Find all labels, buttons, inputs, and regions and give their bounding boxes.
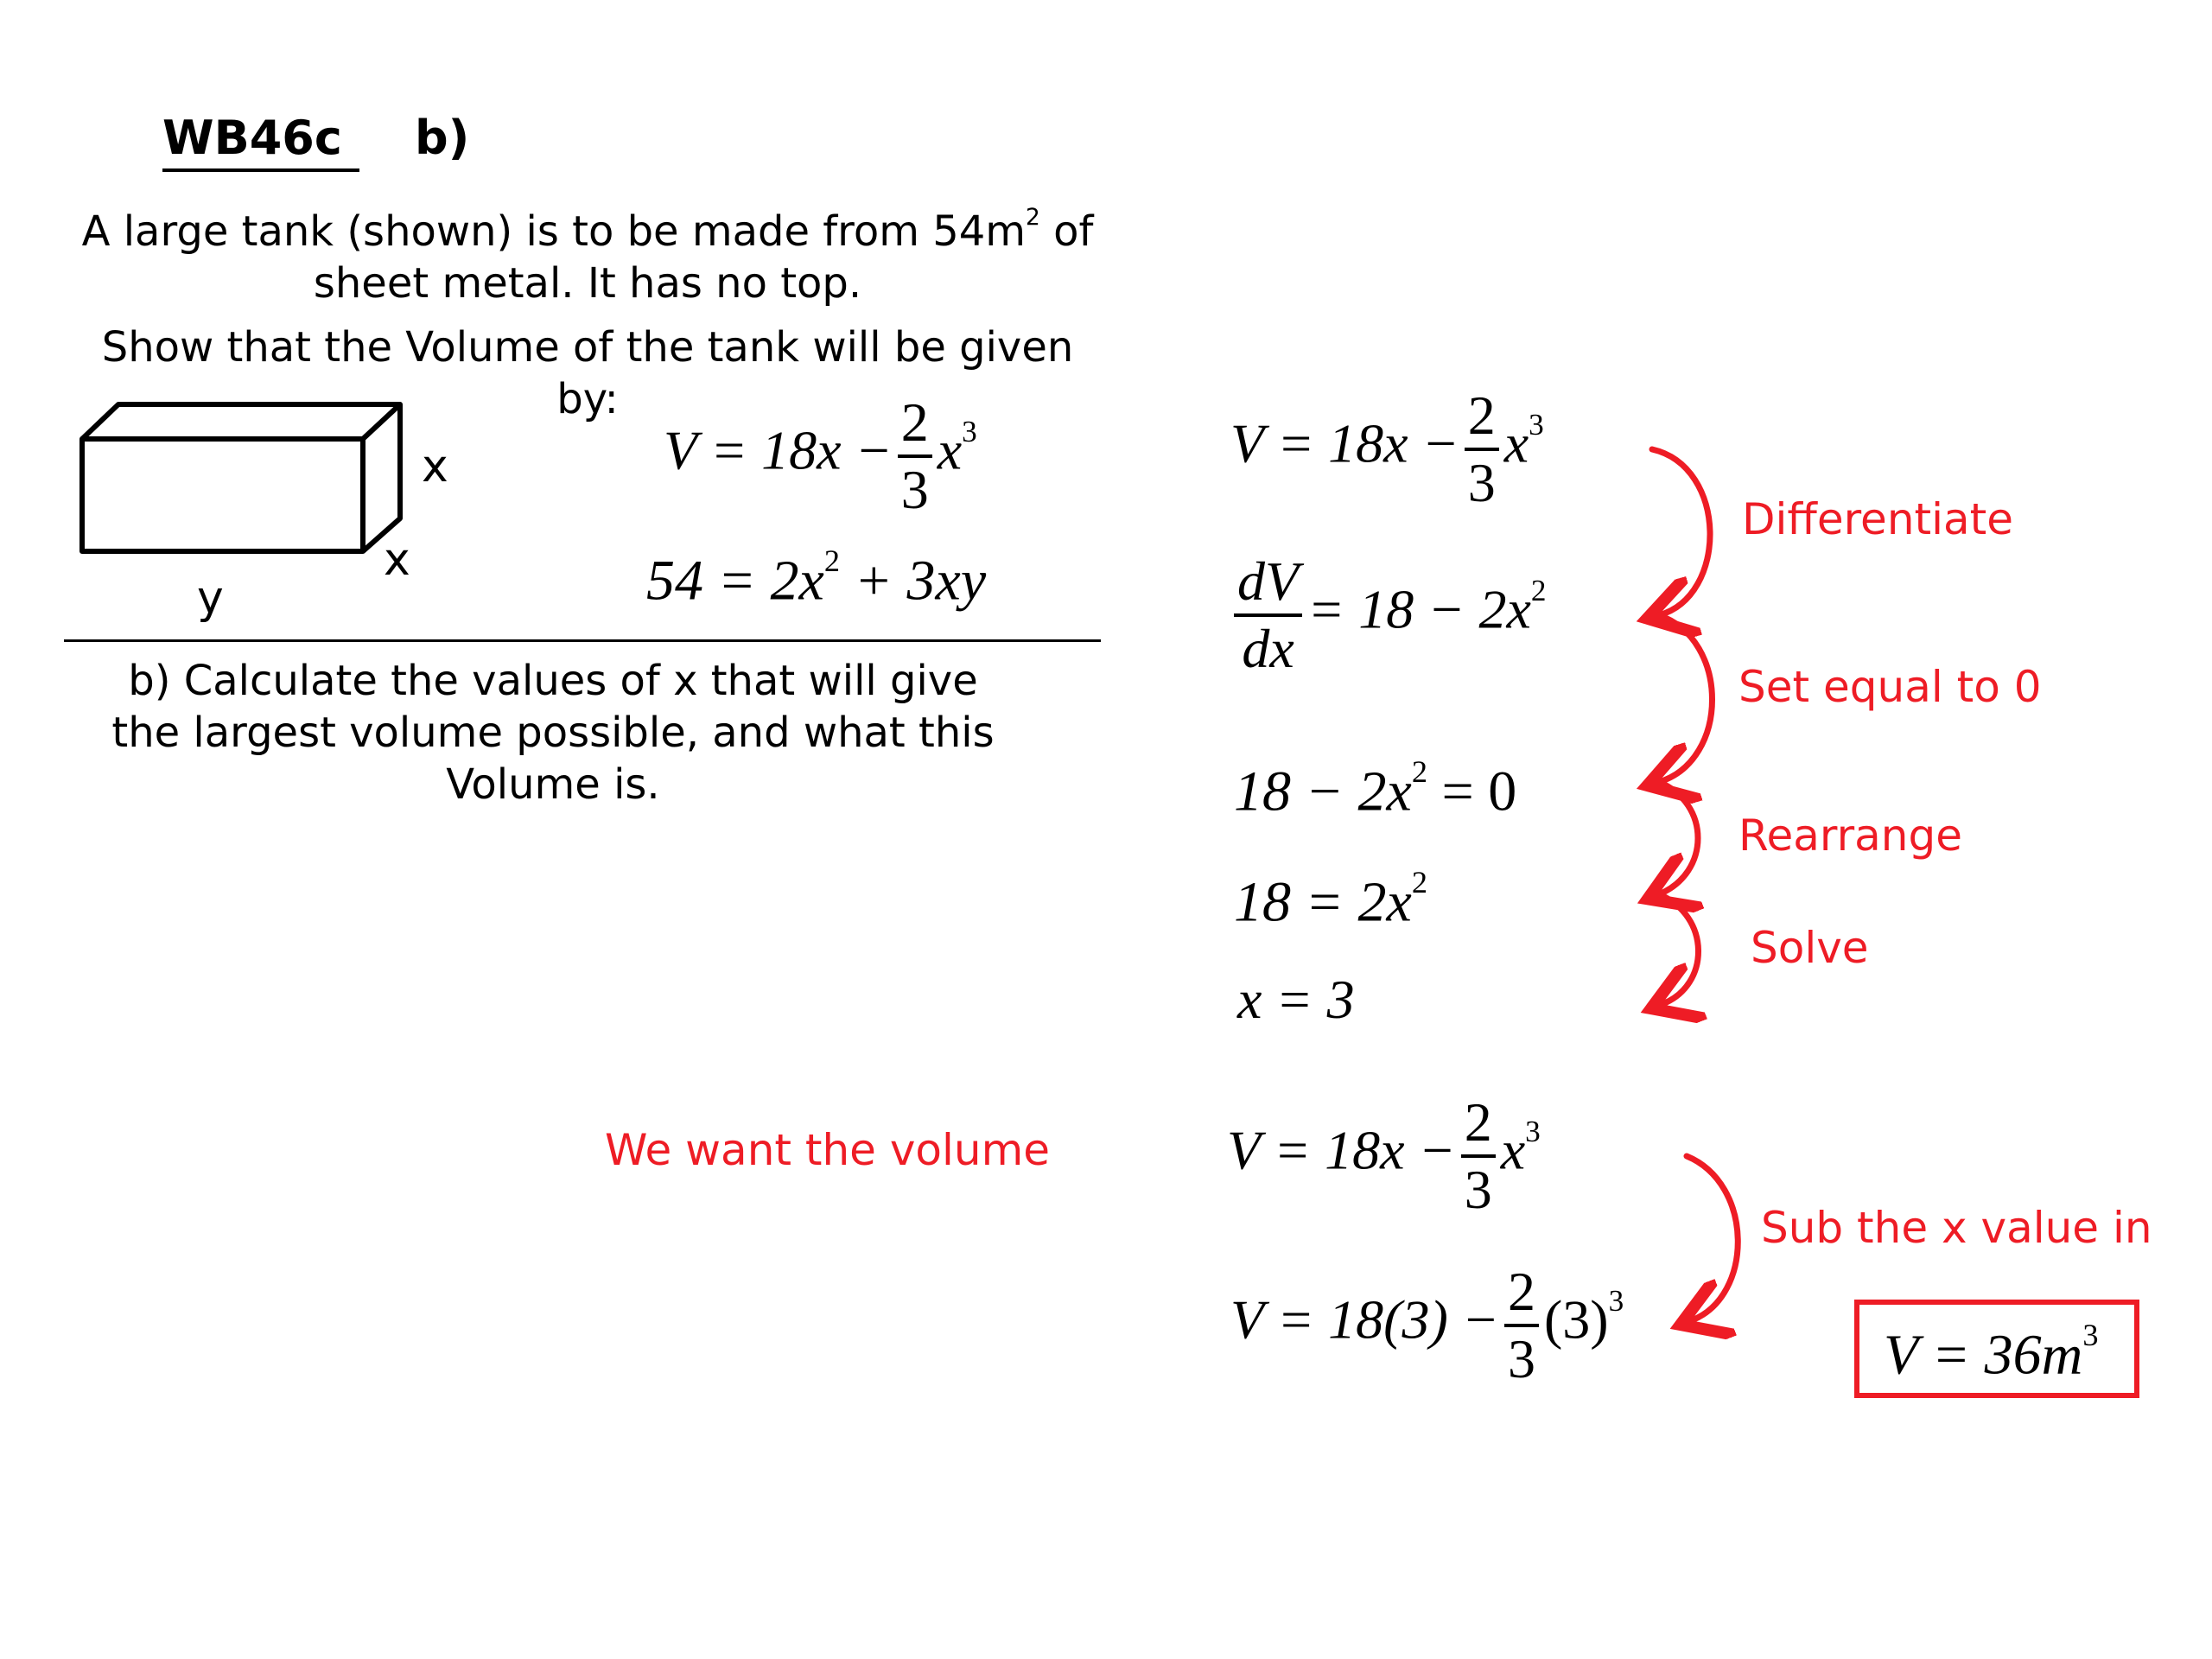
- given-volume-lhs: V = 18x −: [664, 419, 893, 481]
- tank-height-label: x: [422, 441, 448, 493]
- step-label-rearrange: Rearrange: [1738, 810, 1962, 861]
- problem-line1-end: of: [1039, 207, 1094, 256]
- step-label-set-zero: Set equal to 0: [1738, 662, 2042, 712]
- show-line1: Show that the Volume of the tank will be given: [101, 323, 1074, 372]
- working-eq3: $18 - 2x^2 = 0$: [1234, 754, 1517, 823]
- question-b: b) Calculate the values of x that will give the largest volume possible, and what this Volume is.: [111, 657, 995, 809]
- problem-code: WB46c: [162, 111, 359, 172]
- final-answer-box: [1854, 1300, 2139, 1398]
- tank-length-label: y: [197, 572, 224, 624]
- final-answer: $V = 36m^3$: [1884, 1318, 2099, 1387]
- working-eq6: V = 18x − $\frac{2}{3}$ $x^3$: [1227, 1091, 1541, 1220]
- working-eq2-derivative: $\frac{dV}{dx}$ = $18 - 2x^2$: [1234, 550, 1546, 681]
- problem-line2: sheet metal. It has no top.: [313, 258, 862, 308]
- step-label-sub-x: Sub the x value in: [1761, 1203, 2152, 1253]
- arrow-rearrange: [1659, 782, 1698, 894]
- working-eq4: $18 = 2x^2$: [1234, 865, 1427, 934]
- given-volume-fraction: $\frac{2}{3}$: [898, 391, 932, 522]
- arrow-solve: [1659, 894, 1699, 1004]
- note-want-volume: We want the volume: [605, 1125, 1051, 1175]
- working-eq1: V = 18x − $\frac{2}{3}$ $x^3$: [1230, 385, 1544, 513]
- arrow-sub-x: [1687, 1156, 1738, 1320]
- arrow-differentiate: [1652, 449, 1710, 615]
- step-label-differentiate: Differentiate: [1742, 494, 2014, 544]
- problem-line1: A large tank (shown) is to be made from 54m: [81, 207, 1027, 256]
- working-eq5: x = 3: [1237, 969, 1355, 1030]
- given-volume-formula: V = 18x − $\frac{2}{3}$ $x^3$: [664, 391, 977, 520]
- show-line2: by:: [556, 375, 619, 423]
- problem-part: b): [415, 111, 470, 165]
- problem-line1-sup: 2: [1026, 204, 1040, 231]
- working-eq7: V = 18(3) − $\frac{2}{3}$ $(3)^3$: [1230, 1261, 1624, 1389]
- arrow-set-zero: [1659, 615, 1713, 782]
- step-label-solve: Solve: [1751, 923, 1869, 973]
- tank-depth-label: x: [384, 534, 410, 586]
- given-area-formula: $54 = 2x^2 + 3xy$: [646, 543, 987, 613]
- given-volume-rhs: x: [937, 419, 963, 481]
